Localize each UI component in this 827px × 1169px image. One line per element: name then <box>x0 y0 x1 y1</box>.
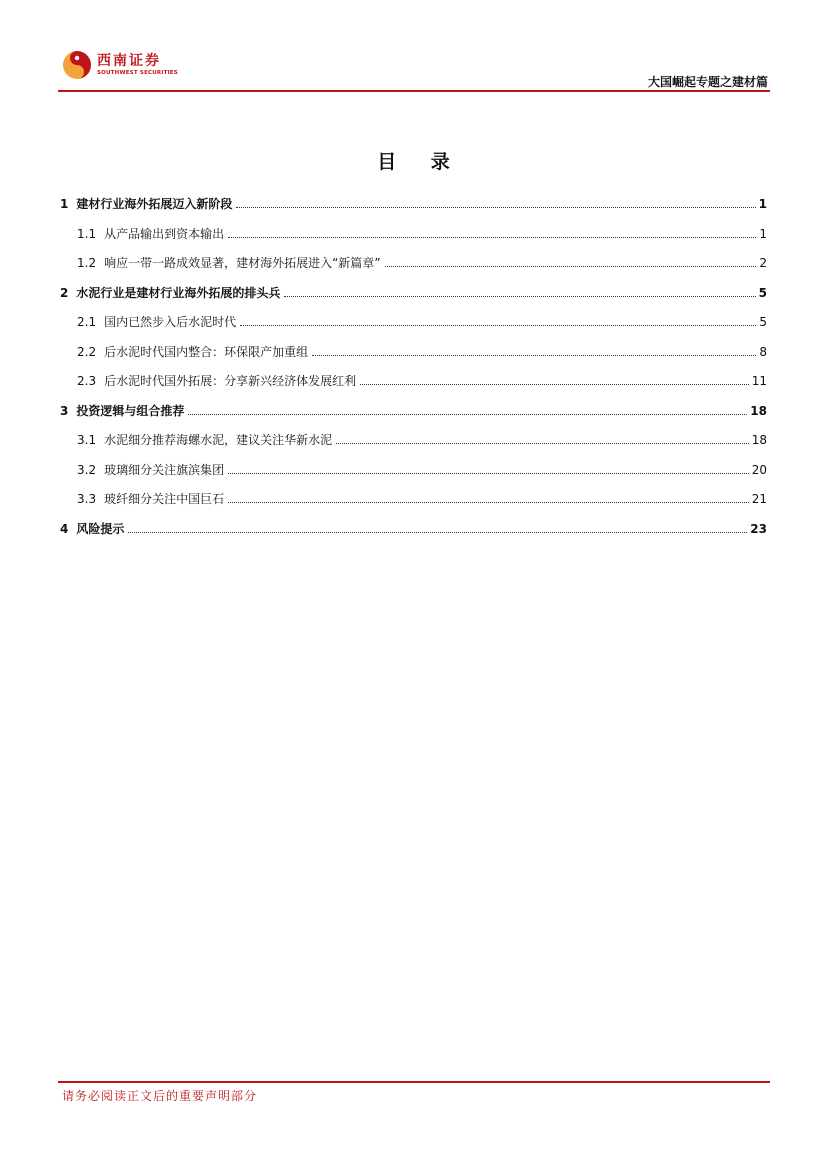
toc-entry[interactable] <box>60 251 767 271</box>
toc-entry-number: 3 <box>60 404 69 418</box>
toc-entry-page: 5 <box>758 286 767 300</box>
toc-entry-title: 水泥行业是建材行业海外拓展的排头兵 <box>76 286 281 300</box>
toc-dot-leader <box>228 237 756 238</box>
toc-entry[interactable] <box>60 192 767 212</box>
toc-entry-title: 建材行业海外拓展迈入新阶段 <box>76 197 233 211</box>
toc-entry-number: 3.2 <box>77 463 97 477</box>
toc-entry-title: 后水泥时代国内整合：环保限产加重组 <box>104 345 309 359</box>
toc-entry-page: 1 <box>758 197 767 211</box>
toc-dot-leader <box>284 296 755 297</box>
header-divider <box>58 90 770 92</box>
toc-dot-leader <box>228 502 749 503</box>
toc-entry[interactable] <box>60 340 767 360</box>
toc-title: 目 录 <box>377 151 464 173</box>
toc-entry-number: 2.2 <box>77 345 97 359</box>
toc-entry-page: 18 <box>750 404 767 418</box>
toc-dot-leader <box>360 384 749 385</box>
report-title: 大国崛起专题之建材篇 <box>647 75 768 89</box>
toc-entry-number: 3.3 <box>77 492 97 506</box>
toc-entry-number: 2.1 <box>77 315 97 329</box>
toc-entry[interactable] <box>60 487 767 507</box>
toc-dot-leader <box>240 325 756 326</box>
toc-entry-page: 1 <box>759 227 767 241</box>
toc-entry[interactable] <box>60 310 767 330</box>
toc-dot-leader <box>128 532 747 533</box>
toc-entry-title: 玻纤细分关注中国巨石 <box>104 492 225 506</box>
toc-entry-number: 2 <box>60 286 69 300</box>
toc-entry-page: 2 <box>759 256 767 270</box>
toc-entry-page: 21 <box>751 492 767 506</box>
toc-dot-leader <box>336 443 749 444</box>
toc-entry[interactable] <box>60 428 767 448</box>
toc-entry-title: 水泥细分推荐海螺水泥，建议关注华新水泥 <box>104 433 333 447</box>
toc-dot-leader <box>188 414 747 415</box>
toc-entry-page: 5 <box>759 315 767 329</box>
toc-entry-page: 18 <box>751 433 767 447</box>
toc-entry-number: 2.3 <box>77 374 97 388</box>
brand-logo <box>62 50 178 80</box>
toc-entry-title: 国内已然步入后水泥时代 <box>104 315 237 329</box>
toc-dot-leader <box>236 207 755 208</box>
toc-entry-number: 1.2 <box>77 256 97 270</box>
toc-entry[interactable] <box>60 458 767 478</box>
toc-entry-page: 11 <box>751 374 767 388</box>
toc-dot-leader <box>228 473 749 474</box>
toc-entry-page: 20 <box>751 463 767 477</box>
toc-entry-title: 后水泥时代国外拓展：分享新兴经济体发展红利 <box>104 374 357 388</box>
toc-entry[interactable] <box>60 369 767 389</box>
toc-entry[interactable] <box>60 222 767 242</box>
toc-entry-title: 响应一带一路成效显著，建材海外拓展进入“新篇章” <box>104 256 381 270</box>
toc-entry-number: 4 <box>60 522 69 536</box>
toc-entry-number: 1 <box>60 197 69 211</box>
toc-entry-number: 1.1 <box>77 227 97 241</box>
toc-entry-page: 8 <box>759 345 767 359</box>
toc-dot-leader <box>385 266 757 267</box>
toc-entry[interactable] <box>60 517 767 537</box>
southwest-securities-logo-icon <box>62 50 92 80</box>
toc-entry-title: 玻璃细分关注旗滨集团 <box>104 463 225 477</box>
toc-entry-title: 风险提示 <box>76 522 125 536</box>
brand-name-cn: 西南证券 <box>97 53 161 69</box>
toc-entry[interactable] <box>60 281 767 301</box>
toc-entry-number: 3.1 <box>77 433 97 447</box>
toc-entry-page: 23 <box>750 522 767 536</box>
footer-divider <box>58 1081 770 1083</box>
toc-entry[interactable] <box>60 399 767 419</box>
page-header <box>58 44 770 92</box>
toc-dot-leader <box>312 355 756 356</box>
toc-entry-title: 投资逻辑与组合推荐 <box>76 404 185 418</box>
toc-entry-title: 从产品输出到资本输出 <box>104 227 225 241</box>
brand-name-en: SOUTHWEST SECURITIES <box>97 70 178 76</box>
footer-disclaimer: 请务必阅读正文后的重要声明部分 <box>62 1089 258 1103</box>
